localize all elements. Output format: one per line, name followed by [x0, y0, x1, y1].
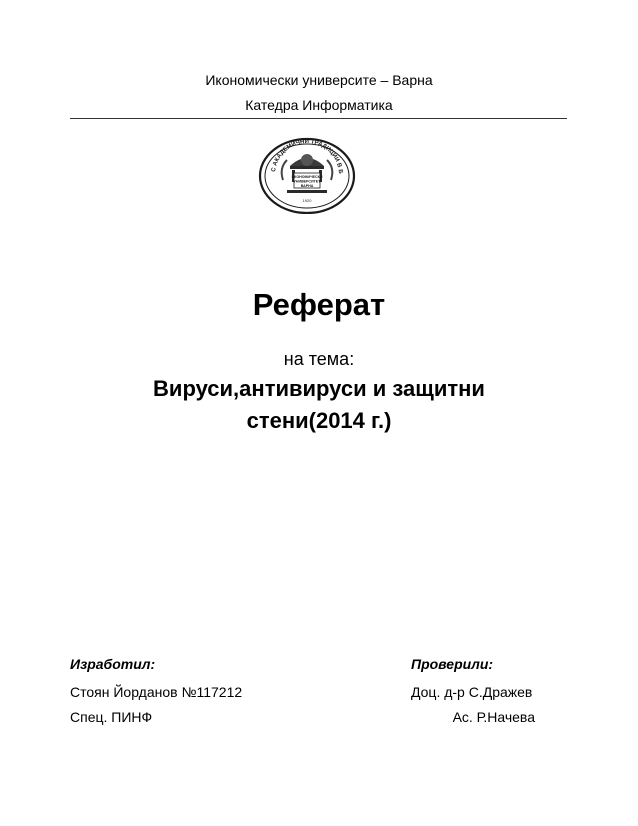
topic-line-2: стени(2014 г.)	[246, 408, 392, 433]
topic-line-1: Вируси,антивируси и защитни	[153, 376, 485, 401]
university-seal-logo	[257, 136, 357, 214]
reviewer-2: Ас. Р.Начева	[452, 709, 535, 725]
department-name: Катедра Информатика	[245, 97, 393, 113]
svg-text:1920: 1920	[302, 198, 312, 203]
document-topic	[0, 373, 638, 437]
author-label: Изработил:	[70, 656, 156, 672]
svg-text:УНИВЕРСИТЕТ: УНИВЕРСИТЕТ	[293, 179, 321, 184]
svg-text:ИКОНОМИЧЕСКИ: ИКОНОМИЧЕСКИ	[291, 175, 323, 179]
svg-text:С АКАДЕМИЧНИ ТРАДИЦИИ В БЪЛГАР: С АКАДЕМИЧНИ ТРАДИЦИИ В Б	[271, 138, 344, 174]
reviewers-label: Проверили:	[411, 656, 494, 672]
document-subtitle: на тема:	[283, 349, 355, 369]
document-title: Реферат	[252, 287, 386, 322]
svg-text:ВАРНА: ВАРНА	[300, 184, 314, 188]
university-name: Икономически университе – Варна	[205, 72, 433, 88]
author-name: Стоян Йорданов №117212	[70, 684, 243, 700]
reviewer-1: Доц. д-р С.Дражев	[411, 684, 533, 700]
author-specialty: Спец. ПИНФ	[70, 709, 153, 725]
header-divider	[70, 118, 567, 119]
